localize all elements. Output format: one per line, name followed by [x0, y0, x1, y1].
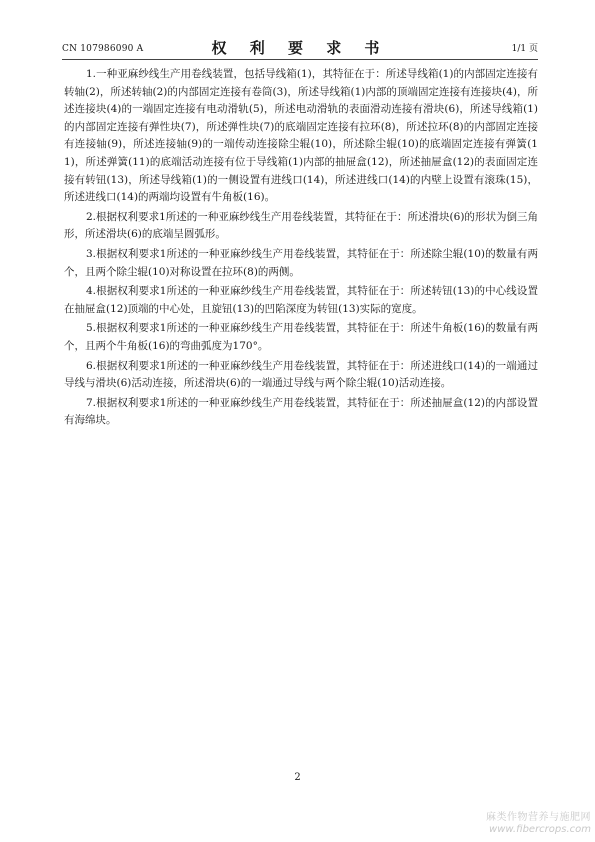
page-header	[62, 38, 538, 58]
watermark-url: www.fibercrops.com	[489, 824, 591, 835]
header-rule	[62, 59, 538, 60]
claim-4: 4.根据权利要求1所述的一种亚麻纱线生产用卷线装置，其特征在于：所述转钮(13)的中心线设置在抽屉盒(12)顶端的中心处，且旋钮(13)的凹陷深度为转钮(13)实际的宽度。	[64, 285, 538, 315]
claim-6: 6.根据权利要求1所述的一种亚麻纱线生产用卷线装置，其特征在于：所述进线口(14)的一端通过导线与滑块(6)活动连接，所述滑块(6)的一端通过导线与两个除尘辊(10)活动连接。	[64, 359, 538, 390]
claims-body	[64, 66, 538, 432]
claim-7: 7.根据权利要求1所述的一种亚麻纱线生产用卷线装置，其特征在于：所述抽屉盒(12)的内部设置有海绵块。	[64, 396, 538, 427]
page-info: 1/1 页	[511, 44, 538, 54]
document-title: 权 利 要 求 书	[211, 39, 389, 57]
site-watermark	[486, 812, 591, 836]
claim-3: 3.根据权利要求1所述的一种亚麻纱线生产用卷线装置，其特征在于：所述除尘辊(10)的数量有两个，且两个除尘辊(10)对称设置在拉环(8)的两侧。	[64, 247, 538, 278]
claim-2: 2.根据权利要求1所述的一种亚麻纱线生产用卷线装置，其特征在于：所述滑块(6)的形状为倒三角形，所述滑块(6)的底端呈圆弧形。	[64, 210, 538, 241]
page-number: 2	[294, 772, 301, 783]
claim-1: 1.一种亚麻纱线生产用卷线装置，包括导线箱(1)，其特征在于：所述导线箱(1)的内部固定连接有转轴(2)，所述转轴(2)的内部固定连接有卷筒(3)，所述导线箱(1)内部的顶端固定连接有连接块(4)，所述连接块(4)的一端固定连接有电动滑轨(5)，所述电动滑轨的表面滑动连接有滑块(6)，所述导线箱(1)的内部固定连接有弹性块(7)，所述弹性块(7)的底端固定连接有拉环(8)，所述拉环(8)的内部固定连接有连接轴(9)，所述连接轴(9)的一端传动连接除尘辊(10)，所述除尘辊(10)的底端固定连接有弹簧(11)，所述弹簧(11)的底端活动连接有位于导线箱(1)内部的抽屉盒(12)，所述抽屉盒(12)的表面固定连接有转钮(13)，所述导线箱(1)的一侧设置有进线口(14)，所述进线口(14)的内壁上设置有滚珠(15)，所述进线口(14)的两端均设置有牛角板(16)。	[64, 68, 538, 204]
watermark-site-name: 麻类作物营养与施肥网	[486, 812, 591, 823]
claim-5: 5.根据权利要求1所述的一种亚麻纱线生产用卷线装置，其特征在于：所述牛角板(16)的数量有两个，且两个牛角板(16)的弯曲弧度为170°。	[64, 322, 538, 352]
publication-number: CN 107986090 A	[62, 44, 144, 54]
